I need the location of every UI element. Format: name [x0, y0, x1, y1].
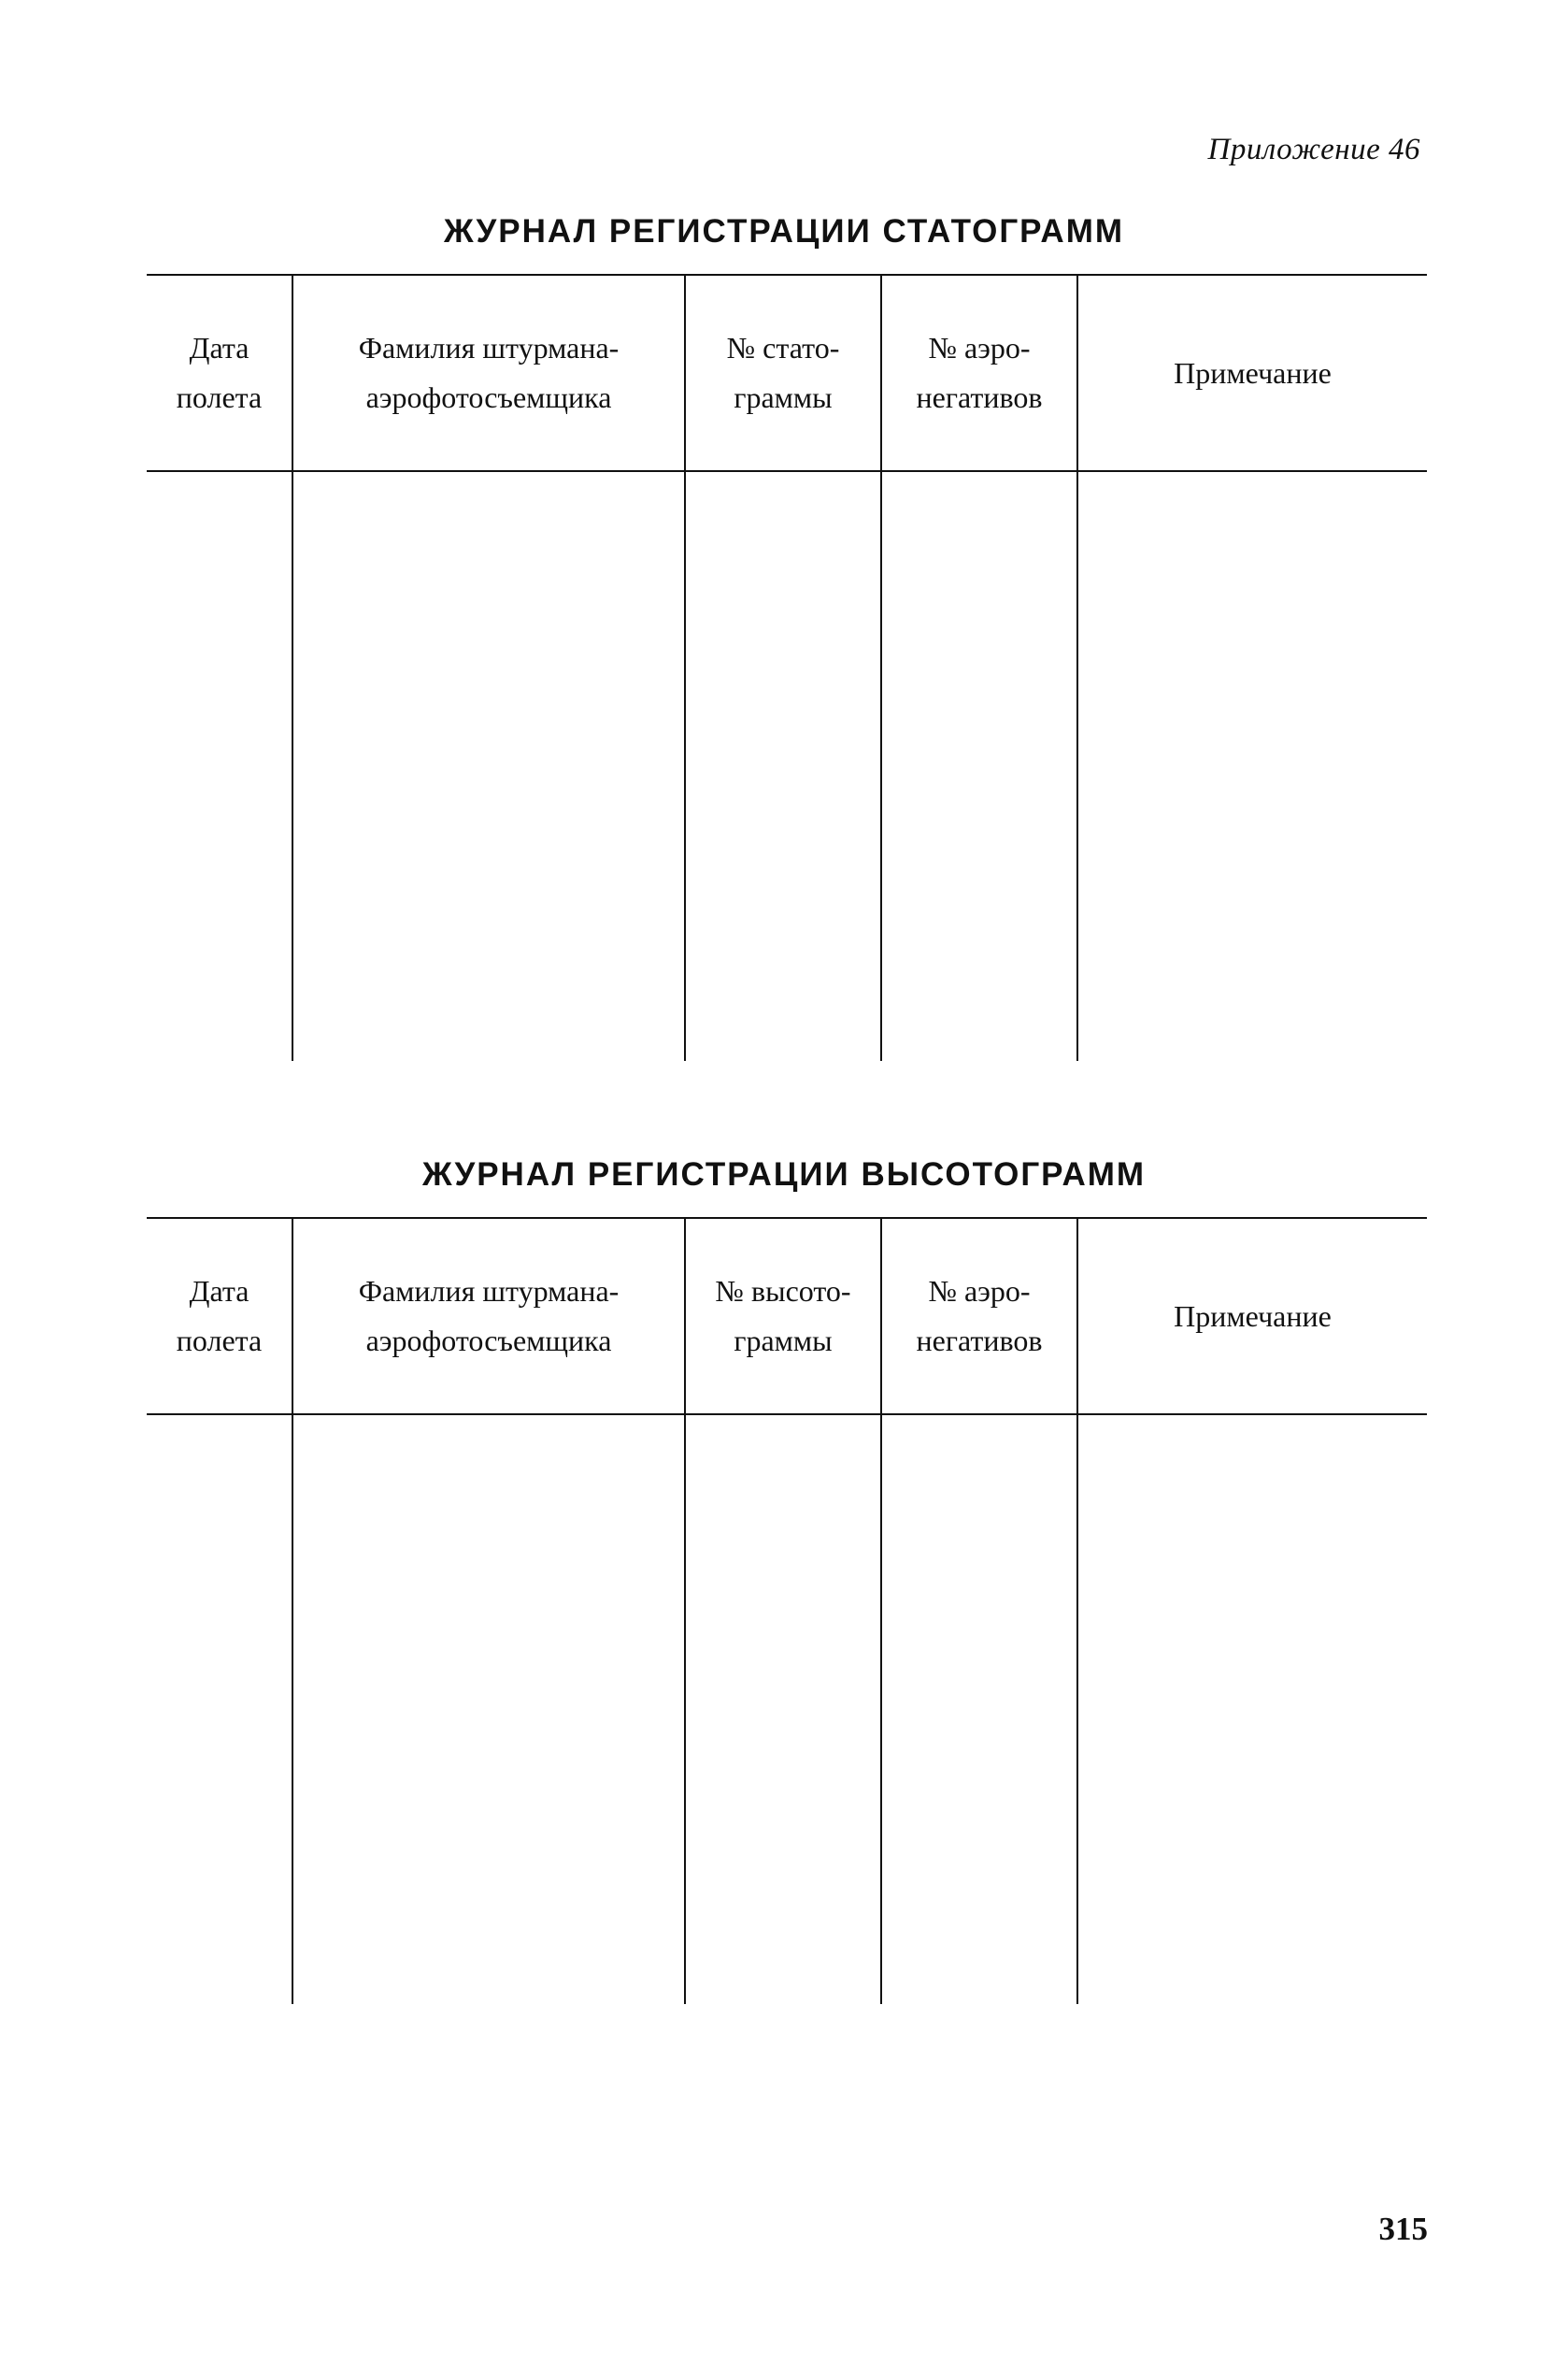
- cell-altigram-number: [685, 1414, 881, 2004]
- altigram-log-table: [147, 1217, 1427, 2004]
- column-header-altigram-number: [685, 1218, 881, 1414]
- table-row: [147, 471, 1427, 1061]
- header-line: Примечание: [1174, 1298, 1332, 1333]
- cell-note: [1077, 1414, 1427, 2004]
- cell-negatives-number: [881, 471, 1077, 1061]
- column-header-note: [1077, 1218, 1427, 1414]
- header-line: аэрофотосъемщика: [365, 380, 612, 414]
- cell-statogram-number: [685, 471, 881, 1061]
- header-line: Дата: [189, 1274, 249, 1309]
- header-line: негативов: [916, 380, 1043, 414]
- column-header-flight-date: [147, 275, 292, 471]
- cell-note: [1077, 471, 1427, 1061]
- cell-navigator-name: [292, 1414, 685, 2004]
- header-line: № стато-: [726, 331, 840, 365]
- header-line: полета: [176, 1324, 263, 1357]
- column-header-navigator-name: [292, 275, 685, 471]
- journal-title-altigrams: ЖУРНАЛ РЕГИСТРАЦИИ ВЫСОТОГРАММ: [421, 1156, 1147, 1193]
- header-line: № аэро-: [928, 1274, 1031, 1309]
- column-header-navigator-name: [292, 1218, 685, 1414]
- header-line: полета: [176, 380, 263, 414]
- header-line: граммы: [734, 380, 833, 414]
- journal-title-statograms: ЖУРНАЛ РЕГИСТРАЦИИ СТАТОГРАММ: [443, 213, 1125, 250]
- cell-negatives-number: [881, 1414, 1077, 2004]
- page-number: 315: [1378, 2211, 1428, 2247]
- table-header-row: [147, 275, 1427, 471]
- cell-flight-date: [147, 1414, 292, 2004]
- header-line: граммы: [734, 1324, 833, 1357]
- column-header-flight-date: [147, 1218, 292, 1414]
- column-header-negatives-number: [881, 1218, 1077, 1414]
- header-line: аэрофотосъемщика: [365, 1324, 612, 1357]
- column-header-negatives-number: [881, 275, 1077, 471]
- column-header-statogram-number: [685, 275, 881, 471]
- column-header-note: [1077, 275, 1427, 471]
- header-line: негативов: [916, 1324, 1043, 1357]
- header-line: Примечание: [1174, 355, 1332, 390]
- table-header-row: [147, 1218, 1427, 1414]
- header-line: № высото-: [715, 1274, 851, 1309]
- header-line: Фамилия штурмана-: [358, 1274, 620, 1309]
- cell-flight-date: [147, 471, 292, 1061]
- appendix-label: Приложение 46: [1207, 133, 1420, 166]
- statogram-log-table: [147, 274, 1427, 1061]
- cell-navigator-name: [292, 471, 685, 1061]
- table-row: [147, 1414, 1427, 2004]
- header-line: № аэро-: [928, 331, 1031, 365]
- header-line: Дата: [189, 331, 249, 365]
- header-line: Фамилия штурмана-: [358, 331, 620, 365]
